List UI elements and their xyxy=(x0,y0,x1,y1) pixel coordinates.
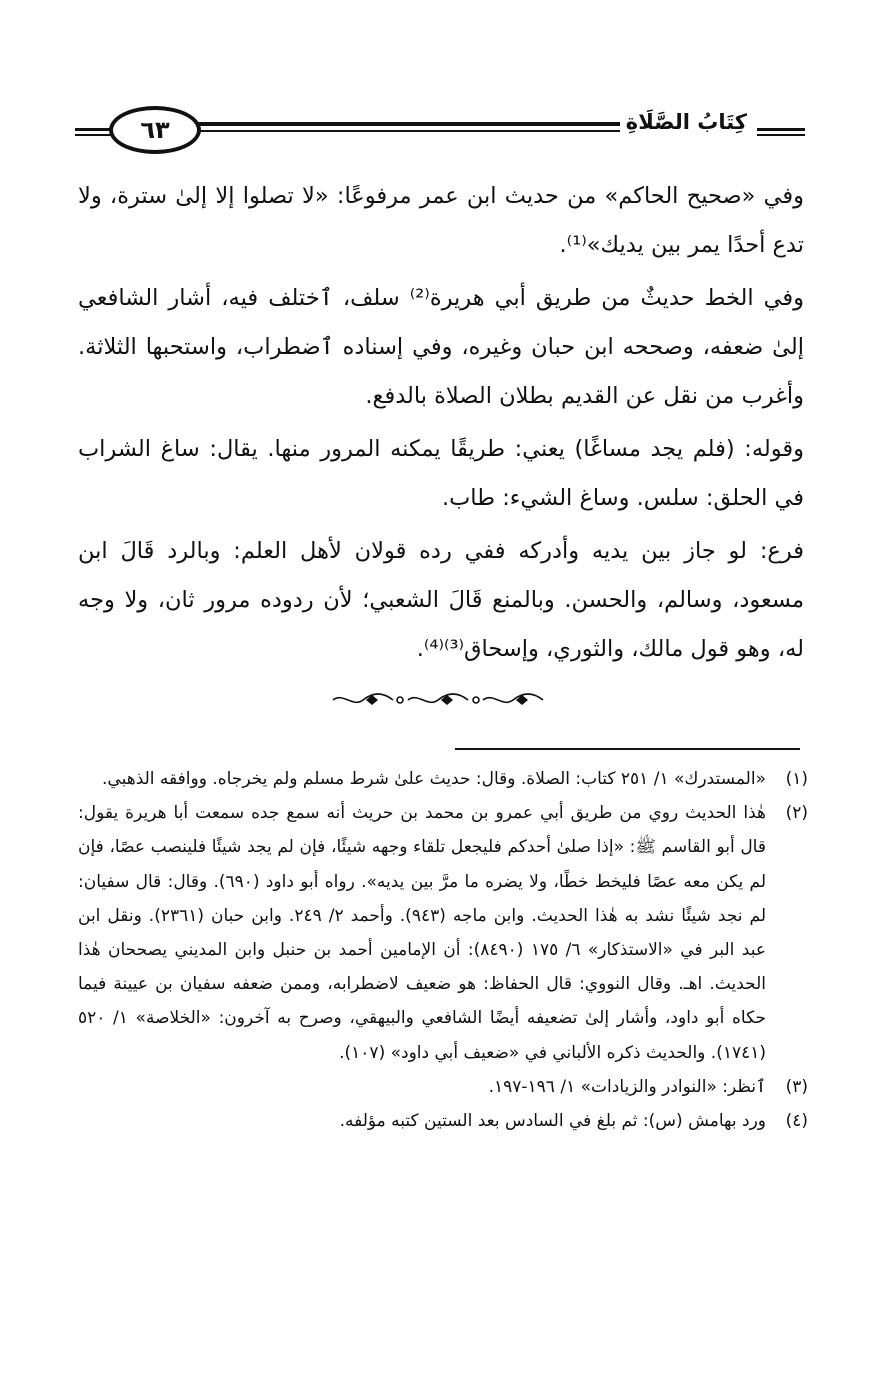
paragraph: وفي الخط حديثٌ من طريق أبي هريرة⁽²⁾ سلف، ٱختلف فيه، أشار الشافعي إلىٰ ضعفه، وصححه ابن حبان وغيره، وفي إسناده ٱضطراب، واستحبها الثلاثة. وأغرب من نقل عن القديم بطلان الصلاة بالدفع. xyxy=(78,285,804,409)
paragraph: فرع: لو جاز بين يديه وأدركه ففي رده قولان لأهل العلم: وبالرد قَالَ ابن مسعود، وسالم، والحسن. وبالمنع قَالَ الشعبي؛ لأن ردوده مرور ثان، ولا وجه له، وهو قول مالك، والثوري، وإسحاق⁽³⁾⁽⁴⁾. xyxy=(78,538,804,662)
header-rule xyxy=(75,128,113,131)
main-text xyxy=(78,172,804,678)
footnote-separator xyxy=(455,748,800,750)
header-rule xyxy=(757,128,805,131)
footnote xyxy=(78,1070,808,1104)
footnote xyxy=(78,796,808,1070)
footnote-text: «المستدرك» ١/ ٢٥١ كتاب: الصلاة. وقال: حديث علىٰ شرط مسلم ولم يخرجاه. ووافقه الذهبي. xyxy=(102,769,766,789)
footnote-number: (٣) xyxy=(785,1076,808,1097)
footnotes xyxy=(78,762,808,1138)
footnote-number: (٢) xyxy=(785,803,808,824)
footnote xyxy=(78,1104,808,1138)
chapter-title: كِتَابُ الصَّلَاةِ xyxy=(620,110,753,134)
header-rule xyxy=(757,134,805,136)
footnote-text: هٰذا الحديث روي من طريق أبي عمرو بن محمد بن حريث أنه سمع جده سمعت أبا هريرة يقول: قال أبو القاسم ﷺ: «إذا صلىٰ أحدكم فليجعل تلقاء وجهه شيئًا، فإن لم يجد شيئًا فلينصب عصًا، فإن لم يكن معه عصًا فليخط خطًا، ولا يضره ما مرَّ بين يديه». رواه أبو داود (٦٩٠). وقال: قال سفيان: لم نجد شيئًا نشد به هٰذا الحديث. وابن ماجه (٩٤٣). وأحمد ٢/ ٢٤٩. وابن حبان (٢٣٦١). ونقل ابن عبد البر في «الاستذكار» ٦/ ١٧٥ (٨٤٩٠): أن الإمامين أحمد بن حنبل وابن المديني يصححان هٰذا الحديث. اهـ. وقال النووي: قال الحفاظ: هو ضعيف لاضطرابه، وممن ضعفه سفيان بن عيينة فيما حكاه أبو داود، وأشار إلىٰ تضعيفه أيضًا الشافعي والبيهقي، وصرح به آخرون: «الخلاصة» ١/ ٥٢٠ (١٧٤١). والحديث ذكره الألباني في «ضعيف أبي داود» (١٠٧). xyxy=(78,803,767,1063)
footnote-number: (١) xyxy=(785,769,808,789)
page-header xyxy=(75,100,805,156)
section-divider-ornament xyxy=(0,690,885,714)
page-number-frame xyxy=(109,106,201,154)
footnote-text: ورد بهامش (س): ثم بلغ في السادس بعد الستين كتبه مؤلفه. xyxy=(339,1111,766,1132)
footnote xyxy=(78,762,808,796)
footnote-number: (٤) xyxy=(785,1111,808,1132)
page-number: ٦٣ xyxy=(140,116,170,144)
paragraph: وقوله: (فلم يجد مساغًا) يعني: طريقًا يمكنه المرور منها. يقال: ساغ الشراب في الحلق: سلس. وساغ الشيء: طاب. xyxy=(78,436,804,511)
footnote-text: ٱنظر: «النوادر والزيادات» ١/ ١٩٦-١٩٧. xyxy=(488,1076,766,1097)
paragraph: وفي «صحيح الحاكم» من حديث ابن عمر مرفوعًا: «لا تصلوا إلا إلىٰ سترة، ولا تدع أحدًا يمر بين يديك»⁽¹⁾. xyxy=(78,183,804,258)
header-rule xyxy=(75,134,113,136)
